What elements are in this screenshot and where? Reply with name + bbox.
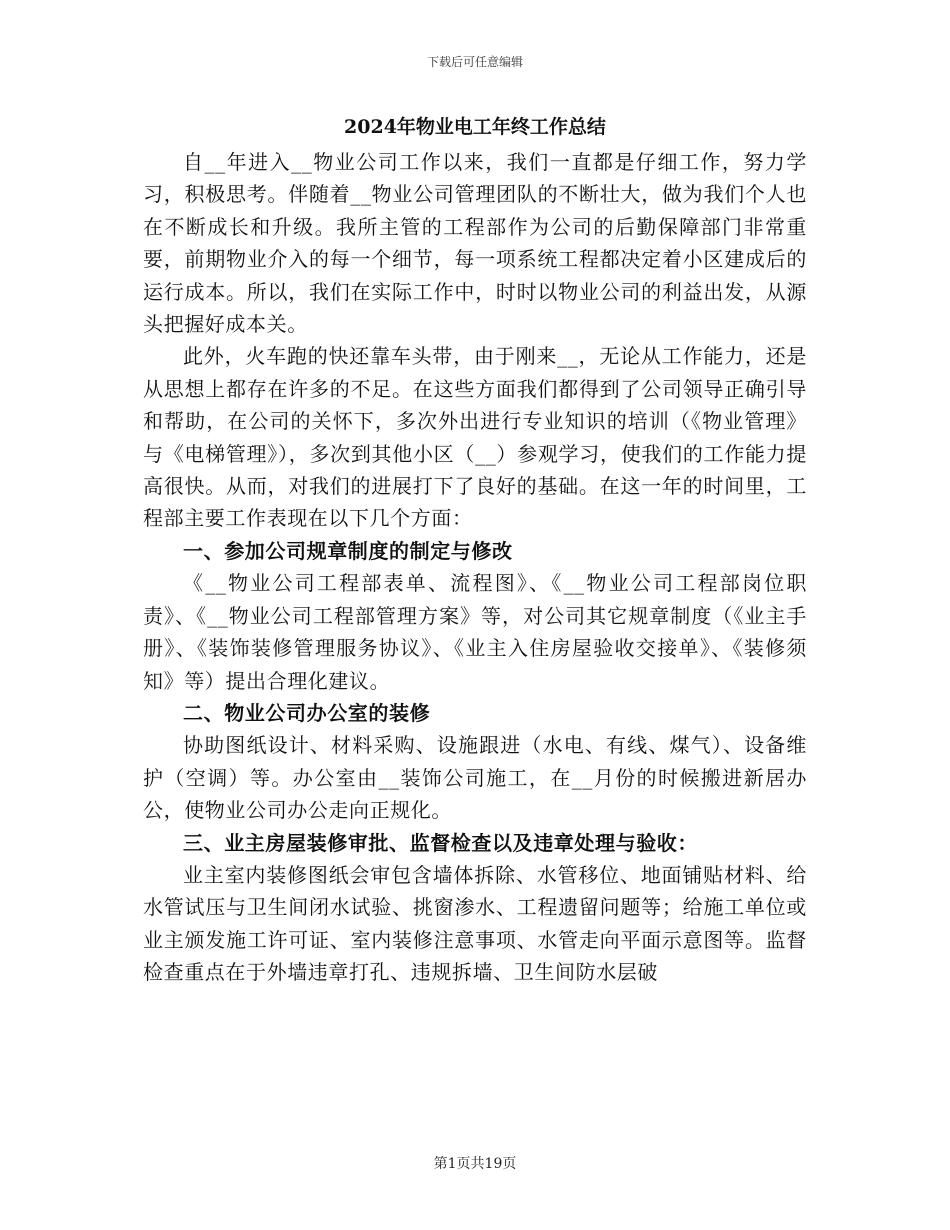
paragraph-intro: 自__年进入__物业公司工作以来，我们一直都是仔细工作，努力学习，积极思考。伴随着__物业公司管理团队的不断壮大，做为我们个人也在不断成长和升级。我所主管的工程部作为公司的后勤保障部门非常重要，前期物业介入的每一个细节，每一项系统工程都决定着小区建成后的运行成本。所以，我们在实际工作中，时时以物业公司的利益出发，从源头把握好成本关。: [143, 150, 807, 337]
document-title: 2024年物业电工年终工作总结: [344, 116, 606, 138]
page-header-note: 下载后可任意编辑: [426, 55, 523, 69]
paragraph-inspection: 业主室内装修图纸会审包含墙体拆除、水管移位、地面铺贴材料、给水管试压与卫生间闭水试验、挑窗渗水、工程遗留问题等；给施工单位或业主颁发施工许可证、室内装修注意事项、水管走向平面示意图等。监督检查重点在于外墙违章打孔、违规拆墙、卫生间防水层破: [143, 862, 807, 985]
document-body: [143, 146, 807, 989]
paragraph-office-renovation: 协助图纸设计、材料采购、设施跟进（水电、有线、煤气）、设备维护（空调）等。办公室由__装饰公司施工，在__月份的时候搬进新居办公，使物业公司办公走向正规化。: [143, 733, 807, 823]
page-footer-number: 第1页共19页: [433, 1156, 517, 1172]
section-heading-3: 三、业主房屋装修审批、监督检查以及违章处理与验收：: [183, 830, 698, 855]
paragraph-training: 此外，火车跑的快还靠车头带，由于刚来__，无论从工作能力，还是从思想上都存在许多的不足。在这些方面我们都得到了公司领导正确引导和帮助，在公司的关怀下，多次外出进行专业知识的培训（《物业管理》与《电梯管理》），多次到其他小区（__）参观学习，使我们的工作能力提高很快。从而，对我们的进展打下了良好的基础。在这一年的时间里，工程部主要工作表现在以下几个方面：: [143, 344, 807, 531]
section-heading-2: 二、物业公司办公室的装修: [183, 700, 431, 725]
section-heading-1: 一、参加公司规章制度的制定与修改: [183, 538, 513, 563]
paragraph-regulations: 《__物业公司工程部表单、流程图》、《__物业公司工程部岗位职责》、《__物业公司工程部管理方案》等，对公司其它规章制度（《业主手册》、《装饰装修管理服务协议》、《业主入住房屋验收交接单》、《装修须知》等）提出合理化建议。: [143, 571, 807, 693]
